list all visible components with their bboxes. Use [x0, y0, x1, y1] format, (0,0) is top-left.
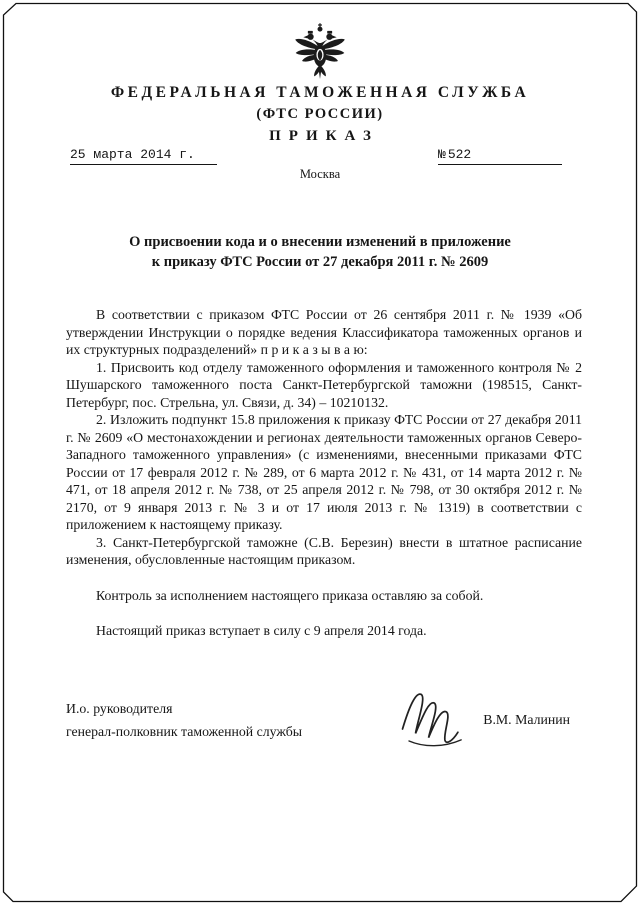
doc-type-heading: ПРИКАЗ — [269, 128, 379, 144]
doc-title — [0, 233, 640, 272]
signer-name: В.М. Малинин — [483, 712, 570, 727]
doc-city: Москва — [299, 167, 341, 181]
double-headed-eagle-icon — [293, 23, 347, 82]
doc-number-field — [438, 147, 562, 165]
signer-position-line1: И.о. руководителя — [66, 701, 173, 716]
doc-number-label: № — [438, 147, 446, 162]
paragraph-item-3: 3. Санкт-Петербургской таможне (С.В. Березин) внести в штатное расписание изменения, обусловленные настоящим приказом. — [66, 534, 582, 567]
handwritten-signature — [396, 683, 472, 749]
signer-position-line2: генерал-полковник таможенной службы — [66, 724, 302, 739]
doc-title-line2: к приказу ФТС России от 27 декабря 2011 г. № 2609 — [151, 253, 489, 270]
doc-date: 25 марта 2014 г. — [70, 147, 217, 165]
paragraph-item-1: 1. Присвоить код отделу таможенного оформления и таможенного контроля № 2 Шушарского таможенного поста Санкт-Петербургской таможни (198515, Санкт-Петербург, пос. Стрельна, ул. Связи, д. 34) – 10210132. — [66, 359, 582, 410]
doc-title-line1: О присвоении кода и о внесении изменений в приложение — [129, 234, 511, 250]
coat-of-arms-emblem — [293, 23, 347, 87]
paragraph-control: Контроль за исполнением настоящего приказа оставляю за собой. — [96, 587, 484, 603]
org-abbreviation: (ФТС РОССИИ) — [256, 106, 384, 122]
doc-body — [66, 306, 582, 640]
signature-block — [66, 697, 582, 743]
paragraph-effective-date: Настоящий приказ вступает в силу с 9 апреля 2014 года. — [96, 623, 427, 638]
doc-number: 522 — [447, 147, 472, 162]
paragraph-preamble: В соответствии с приказом ФТС России от 26 сентября 2011 г. № 1939 «Об утверждении Инструкции о порядке ведения Классификатора таможенных органов и их структурных подразделений» п р и к а з ы в а ю: — [66, 307, 582, 357]
paragraph-item-2: 2. Изложить подпункт 15.8 приложения к приказу ФТС России от 27 декабря 2011 г. № 2609 «О местонахождении и регионах деятельности таможенных органов Северо-Западного таможенного управления» (с изменениями, внесенными приказами ФТС России от 17 февраля 2012 г. № 289, от 6 марта 2012 г. № 431, от 14 марта 2012 г. № 471, от 18 апреля 2012 г. № 738, от 25 апреля 2012 г. № 798, от 30 октября 2012 г. № 2170, от 9 января 2013 г. № 3 и от 17 июля 2013 г. № 1319) в соответствии с приложением к настоящему приказу. — [66, 412, 582, 532]
date-number-row — [70, 147, 570, 165]
org-name: ФЕДЕРАЛЬНАЯ ТАМОЖЕННАЯ СЛУЖБА — [110, 84, 530, 101]
